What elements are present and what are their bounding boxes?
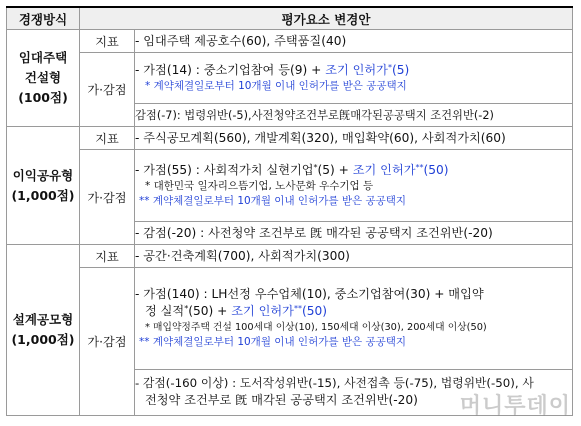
index-text: - 공간·건축계획(700), 사회적가치(300) [135,245,573,268]
plus-text: 정 실적 [145,304,185,319]
footnote-mark: * [313,163,318,173]
plusminus-label: 가·감점 [80,150,135,245]
table-row [7,245,573,268]
footnote: * 매입약정주택 건설 100세대 이상(10), 150세대 이상(30), 200세대 이상(50) [145,322,487,334]
footnote-mark: * [387,63,392,73]
category-line: 건설형 [24,70,62,86]
plusminus-label: 가·감점 [80,53,135,127]
table-row [7,30,573,53]
footnote: ** 계약체결일로부터 10개월 이내 인허가를 받은 공공택지 [139,195,407,208]
category-points: (1,000점) [11,332,75,348]
table-row [7,268,573,369]
footnote: ** 계약체결일로부터 10개월 이내 인허가를 받은 공공택지 [139,336,407,349]
minus-text: - 감점(-160 이상) : 도서작성위반(-15), 사전접촉 등(-75), 법령위반(-50), 사 [135,376,534,391]
category-points: (1,000점) [11,187,75,203]
minus-points: 감점(-7): 법령위반(-5),사전청약조건부로旣매각된공공택지 조건위반(-2) [135,103,573,126]
footnote: * 계약체결일로부터 10개월 이내 인허가를 받은 공공택지 [145,80,407,93]
plus-points [135,53,573,104]
early-permit-points: (50) [423,163,449,178]
category-line: 임대주택 [18,50,68,66]
early-permit-text: 조기 인허가 [231,304,294,319]
plus-points [135,268,573,369]
plus-text: - 가점(55) : 사회적가치 실현기업 [135,163,314,178]
category-profit-sharing [7,127,80,245]
table-row [7,53,573,104]
category-line: 이익공유형 [12,167,74,183]
plus-text: - 가점(14) : 중소기업참여 등(9) + [135,63,326,78]
watermark-logo: 머니투데이 [459,394,571,419]
index-text: - 임대주택 제공호수(60), 주택품질(40) [135,30,573,53]
early-permit-text: 조기 인허가 [325,63,388,78]
index-label: 지표 [80,30,135,53]
index-text: - 주식공모계획(560), 개발계획(320), 매입확약(60), 사회적가치(60) [135,127,573,150]
table-row [7,150,573,222]
category-rental-housing [7,30,80,127]
plus-text: (50) + [188,304,232,319]
footnote: * 대한민국 일자리으뜸기업, 노사문화 우수기업 등 [145,180,374,193]
category-points: (100점) [18,90,68,106]
early-permit-points: (50) [301,304,327,319]
category-line: 설계공모형 [12,312,74,328]
header-method: 경쟁방식 [7,7,80,30]
early-permit-points: (5) [391,63,410,78]
footnote-mark: ** [415,163,424,173]
minus-text: 전청약 조건부로 旣 매각된 공공택지 조건위반(-20) [145,393,418,408]
early-permit-text: 조기 인허가 [352,163,416,178]
index-label: 지표 [80,245,135,268]
plus-text: (5) + [317,163,353,178]
footnote-mark: * [184,304,189,314]
footnote-mark: ** [293,304,302,314]
index-label: 지표 [80,127,135,150]
minus-points: - 감점(-20) : 사전청약 조건부로 旣 매각된 공공택지 조건위반(-20) [135,221,573,244]
plusminus-label: 가·감점 [80,268,135,416]
table-row [7,127,573,150]
plus-text: - 가점(140) : LH선정 우수업체(10), 중소기업참여(30) + 매입약 [135,287,484,302]
category-design-contest [7,245,80,416]
evaluation-table [6,6,573,416]
plus-points [135,150,573,222]
header-factors: 평가요소 변경안 [80,7,573,30]
header-row [7,7,573,30]
